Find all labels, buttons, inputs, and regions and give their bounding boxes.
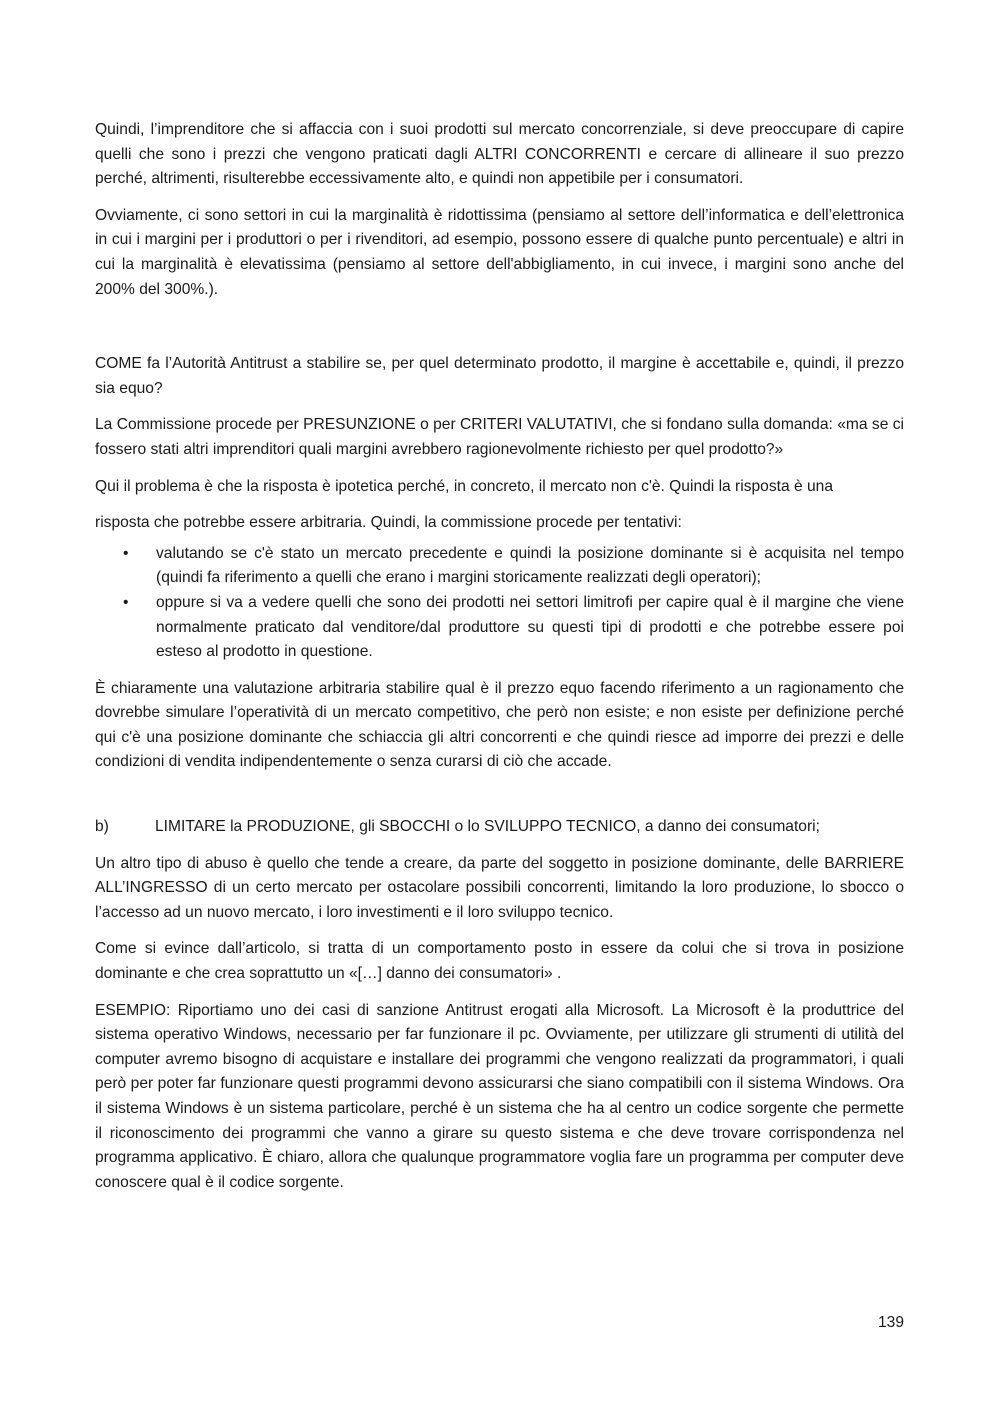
spacer bbox=[95, 314, 904, 352]
paragraph-barriere: Un altro tipo di abuso è quello che tende a creare, da parte del soggetto in posizione dominante, delle BARRIERE ALL’INGRESSO di un certo mercato per ostacolare possibili concorrenti, limitando la loro produzione, lo sbocco o l’accesso ad un nuovo mercato, i loro investimenti e il loro sviluppo tecnico. bbox=[95, 854, 904, 921]
list-item bbox=[95, 591, 904, 665]
section-heading-text: LIMITARE la PRODUZIONE, gli SBOCCHI o lo SVILUPPO TECNICO, a danno dei consumatori; bbox=[155, 818, 820, 836]
paragraph-autorita-question: COME fa l’Autorità Antitrust a stabilire se, per quel determinato prodotto, il margine è accettabile e, quindi, il prezzo sia equo? bbox=[95, 355, 904, 397]
criteria-list bbox=[95, 542, 904, 665]
paragraph-esempio-microsoft: ESEMPIO: Riportiamo uno dei casi di sanzione Antitrust erogati alla Microsoft. La Microsoft è la produttrice del sistema operativo Windows, necessario per far funzionare il pc. Ovviamente, per utilizzare gli strumenti di utilità del computer avremo bisogno di acquistare e installare dei programmi che vengono realizzati da programmatori, i quali però per poter far funzionare questi programmi devono assicurarsi che siano compatibili con il sistema Windows. Ora il sistema Windows è un sistema particolare, perché è un sistema che ha al centro un codice sorgente che permette il riconoscimento dei programmi che vanno a girare su questo sistema e che deve trovare corrispondenza nel programma applicativo. È chiaro, allora che qualunque programmatore voglia fare un programma per computer deve conoscere qual è il codice sorgente. bbox=[95, 1001, 904, 1191]
bullet-icon: • bbox=[123, 593, 129, 611]
paragraph-articolo: Come si evince dall’articolo, si tratta di un comportamento posto in essere da colui che si trova in posizione dominante e che crea soprattutto un «[…] danno dei consumatori» . bbox=[95, 940, 904, 983]
paragraph-problema: Qui il problema è che la risposta è ipotetica perché, in concreto, il mercato non c'è. Quindi la risposta è una bbox=[95, 477, 834, 495]
paragraph-tentativi: risposta che potrebbe essere arbitraria. Quindi, la commissione procede per tentativi: bbox=[95, 514, 682, 532]
list-item bbox=[95, 542, 904, 591]
section-heading-b bbox=[95, 815, 904, 840]
spacer bbox=[95, 787, 904, 815]
section-marker: b) bbox=[95, 818, 109, 836]
paragraph-marginalita: Ovviamente, ci sono settori in cui la marginalità è ridottissima (pensiamo al settore dell’informatica e dell’elettronica in cui i margini per i produttori o per i rivenditori, ad esempio, possono essere di qualche punto percentuale) e altri in cui la marginalità è elevatissima (pensiamo al settore dell'abbigliamento, in cui invece, i margini sono anche del 200% del 300%.). bbox=[95, 206, 904, 298]
list-item-text: oppure si va a vedere quelli che sono dei prodotti nei settori limitrofi per capire qual è il margine che viene normalmente praticato dal venditore/dal produttore su questi tipi di prodotti e che potrebbe essere poi esteso al prodotto in questione. bbox=[156, 593, 904, 661]
page-number: 139 bbox=[877, 1314, 904, 1331]
paragraph-valutazione-arbitraria: È chiaramente una valutazione arbitraria stabilire qual è il prezzo equo facendo riferimento a un ragionamento che dovrebbe simulare l’operatività di un mercato competitivo, che però non esiste; e non esiste per definizione perché qui c'è una posizione dominante che schiaccia gli altri concorrenti e che quindi riesce ad imporre dei prezzi e delle condizioni di vendita indipendentemente o senza curarsi di ciò che accade. bbox=[95, 679, 904, 771]
list-item-text: valutando se c'è stato un mercato precedente e quindi la posizione dominante si è acquisita nel tempo (quindi fa riferimento a quelli che erano i margini storicamente realizzati degli operatori); bbox=[156, 544, 904, 587]
page-body bbox=[95, 118, 904, 1207]
paragraph-commissione: La Commissione procede per PRESUNZIONE o per CRITERI VALUTATIVI, che si fondano sulla domanda: «ma se ci fossero stati altri imprenditori quali margini avrebbero ragionevolmente richiesto per quel prodotto?» bbox=[95, 416, 904, 458]
paragraph-concorrenti: Quindi, l’imprenditore che si affaccia con i suoi prodotti sul mercato concorrenziale, si deve preoccupare di capire quelli che sono i prezzi che vengono praticati dagli ALTRI CONCORRENTI e cercare di allineare il suo prezzo perché, altrimenti, risulterebbe eccessivamente alto, e quindi non appetibile per i consumatori. bbox=[95, 121, 904, 188]
bullet-icon: • bbox=[123, 544, 129, 562]
